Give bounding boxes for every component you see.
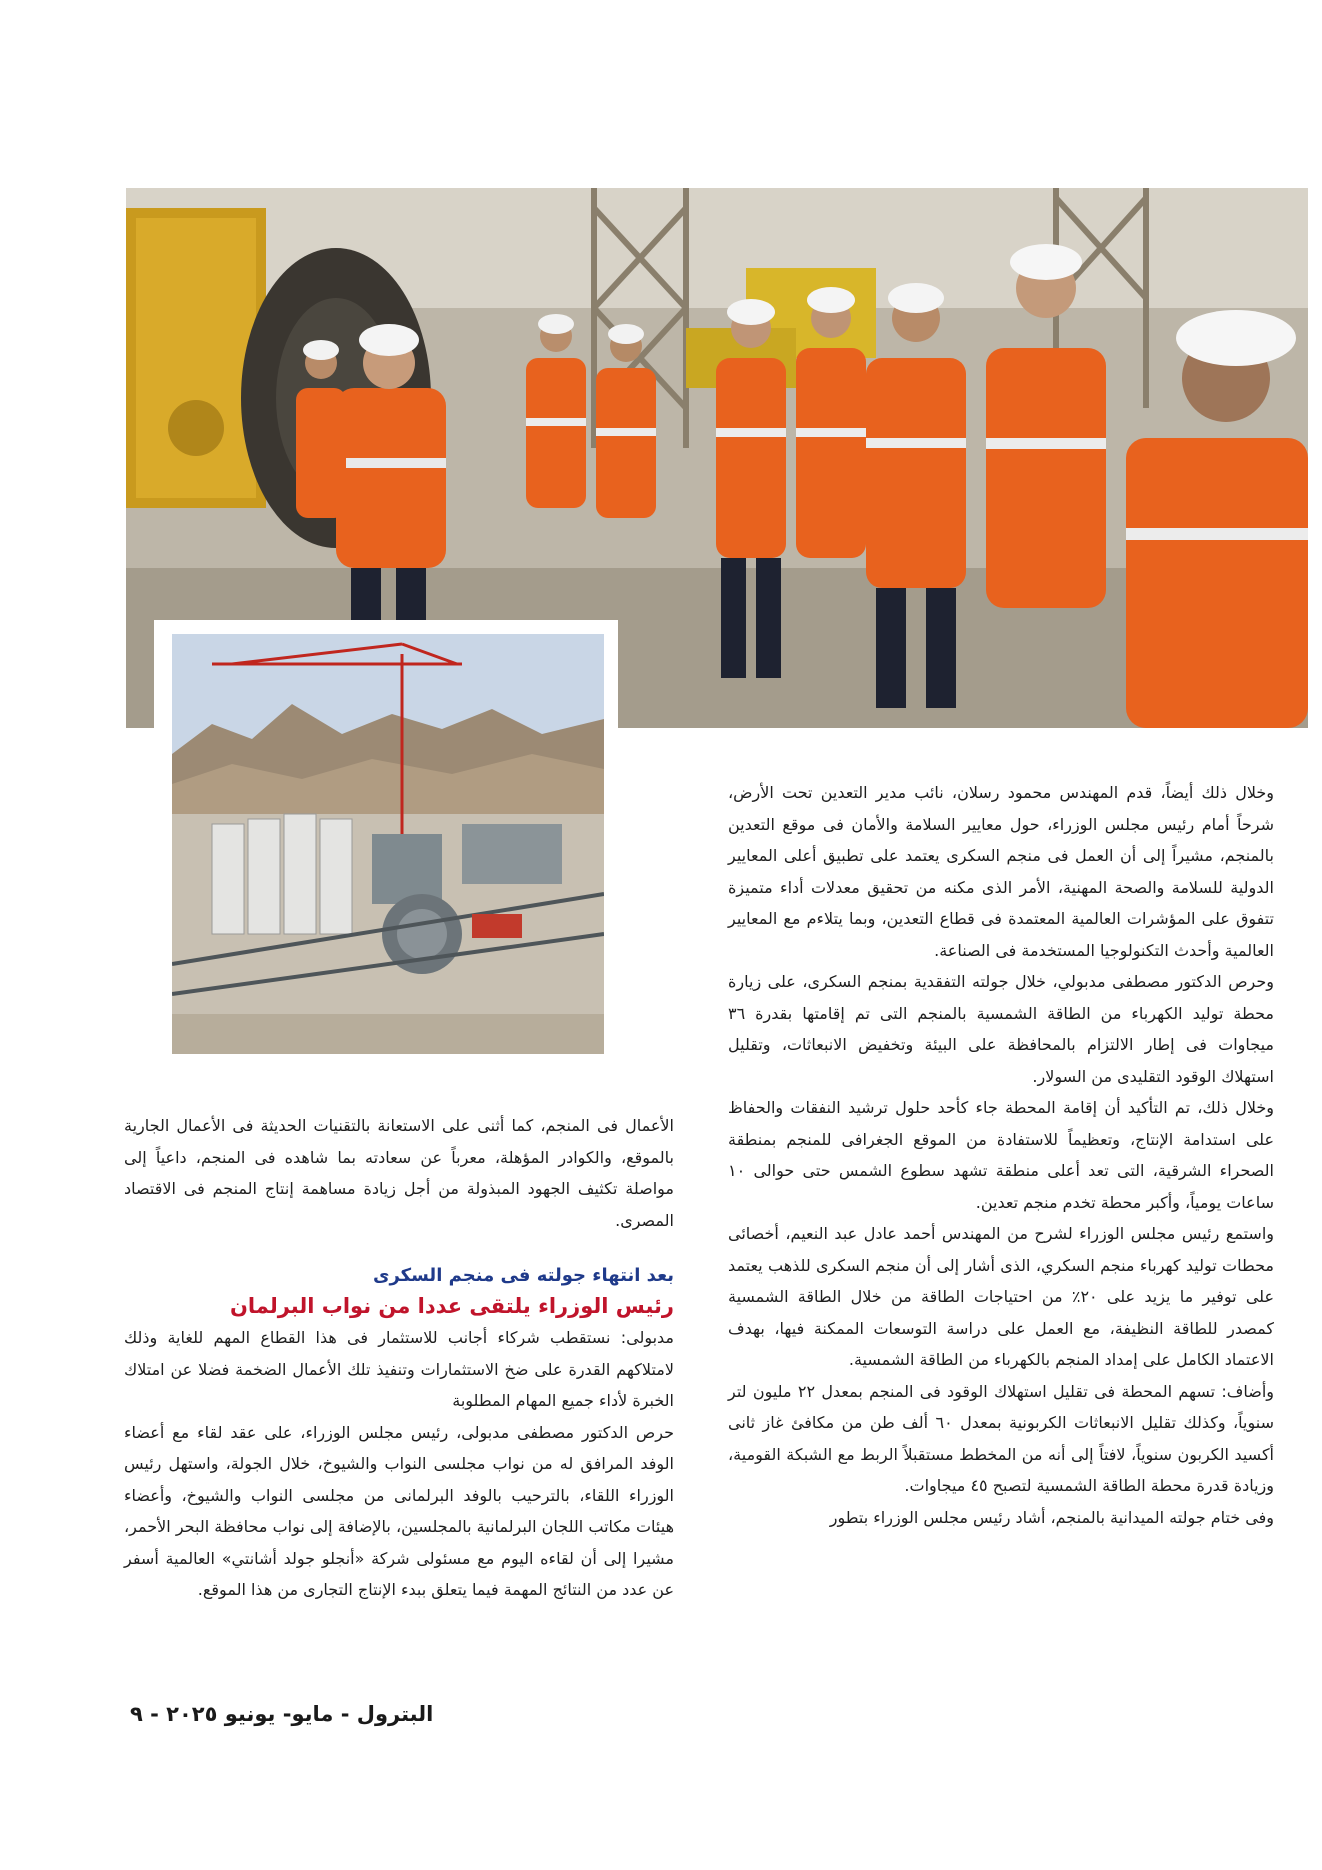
left-intro-paragraph: الأعمال فى المنجم، كما أثنى على الاستعانة بالتقنيات الحديثة فى الأعمال الجارية بالموقع، والكوادر المؤهلة، معرباً عن سعادته بما شاهده فى المنجم، داعياً إلى مواصلة تكثيف الجهود المبذولة من أجل زيادة مساهمة إنتاج المنجم فى الاقتصاد المصرى. [124,1116,674,1230]
right-paragraph-3: وخلال ذلك، تم التأكيد أن إقامة المحطة جاء كأحد حلول ترشيد النفقات والحفاظ على استدامة الإنتاج، وتعظيماً للاستفادة من الموقع الجغرافى للمنجم بمنطقة الصحراء الشرقية، التى تعد أعلى منطقة تشهد سطوع الشمس حتى حوالى ١٠ ساعات يومياً، وأكبر محطة تخدم منجم تعدين. [728,1098,1274,1212]
section-subheading: بعد انتهاء جولته فى منجم السكرى [372,1265,674,1286]
right-paragraph-6: وفى ختام جولته الميدانية بالمنجم، أشاد رئيس مجلس الوزراء بتطور [829,1507,1274,1527]
right-paragraph-2: وحرص الدكتور مصطفى مدبولي، خلال جولته التفقدية بمنجم السكرى، على زيارة محطة توليد الكهرباء من الطاقة الشمسية بالمنجم التى تم إقامتها بقدرة ٣٦ ميجاوات فى إطار الالتزام بالمحافظة على البيئة وتخفيض الانبعاثات، وتقليل استهلاك الوقود التقليدى من السولار. [728,972,1274,1086]
processing-plant-illustration [172,634,604,1054]
inset-photo [172,634,604,1054]
left-paragraph-1: مدبولى: نستقطب شركاء أجانب للاستثمار فى هذا القطاع المهم للغاية وذلك لامتلاكهم القدرة على ضخ الاستثمارات وتنفيذ تلك الأعمال الضخمة فضلا عن امتلاك الخبرة لأداء جميع المهام المطلوبة [124,1328,674,1410]
right-paragraph-5: وأضاف: تسهم المحطة فى تقليل استهلاك الوقود فى المنجم بمعدل ٢٢ مليون لتر سنوياً، وكذلك تقليل الانبعاثات الكربونية بمعدل ٦٠ ألف طن من مكافئ غاز ثانى أكسيد الكربون سنوياً، لافتاً إلى أنه من المخطط مستقبلاً الربط مع الشبكة القومية، وزيادة قدرة محطة الطاقة الشمسية لتصبح ٤٥ ميجاوات. [728,1381,1274,1495]
section-spacer [124,1236,674,1262]
page-footer: البترول - مايو- يونيو ٢٠٢٥ - ٩ [130,1702,434,1726]
right-paragraph-4: واستمع رئيس مجلس الوزراء لشرح من المهندس أحمد عادل عبد النعيم، أخصائى محطات توليد كهرباء منجم السكري، الذى أشار إلى أن منجم السكرى للذهب يعتمد على توفير ما يزيد على ٢٠٪ من احتياجات الطاقة من خلال الطاقة الشمسية كمصدر للطاقة النظيفة، مع العمل على دراسة التوسعات الممكنة فيها، بهدف الاعتماد الكامل على إمداد المنجم بالكهرباء من الطاقة الشمسية. [728,1224,1274,1369]
right-paragraph-1: وخلال ذلك أيضاً، قدم المهندس محمود رسلان، نائب مدير التعدين تحت الأرض، شرحاً أمام رئيس مجلس الوزراء، حول معايير السلامة والأمان فى موقع التعدين بالمنجم، مشيراً إلى أن العمل فى منجم السكرى يعتمد على تطبيق أعلى المعايير الدولية للسلامة والصحة المهنية، الأمر الذى مكنه من تحقيق معدلات أداء متميزة تتفوق على المؤشرات العالمية المعتمدة فى قطاع التعدين، وبما يتلاءم مع المعايير العالمية وأحدث التكنولوجيا المستخدمة فى الصناعة. [728,783,1274,960]
section-headline: رئيس الوزراء يلتقى عددا من نواب البرلمان [229,1294,674,1318]
left-paragraph-2: حرص الدكتور مصطفى مدبولى، رئيس مجلس الوزراء، على عقد لقاء مع أعضاء الوفد المرافق له من نواب مجلسى النواب والشيوخ، خلال الجولة، واستهل رئيس الوزراء اللقاء، بالترحيب بالوفد البرلمانى من مجلسى النواب والشيوخ، وأعضاء هيئات مكاتب اللجان البرلمانية بالمجلسين، بالإضافة إلى نواب محافظة البحر الأحمر، مشيرا إلى أن لقاءه اليوم مع مسئولى شركة «أنجلو جولد أشانتي» العالمية أسفر عن عدد من النتائج المهمة فيما يتعلق ببدء الإنتاج التجارى من هذا الموقع. [124,1422,674,1599]
right-column [728,777,1274,1533]
left-column [124,1110,674,1606]
